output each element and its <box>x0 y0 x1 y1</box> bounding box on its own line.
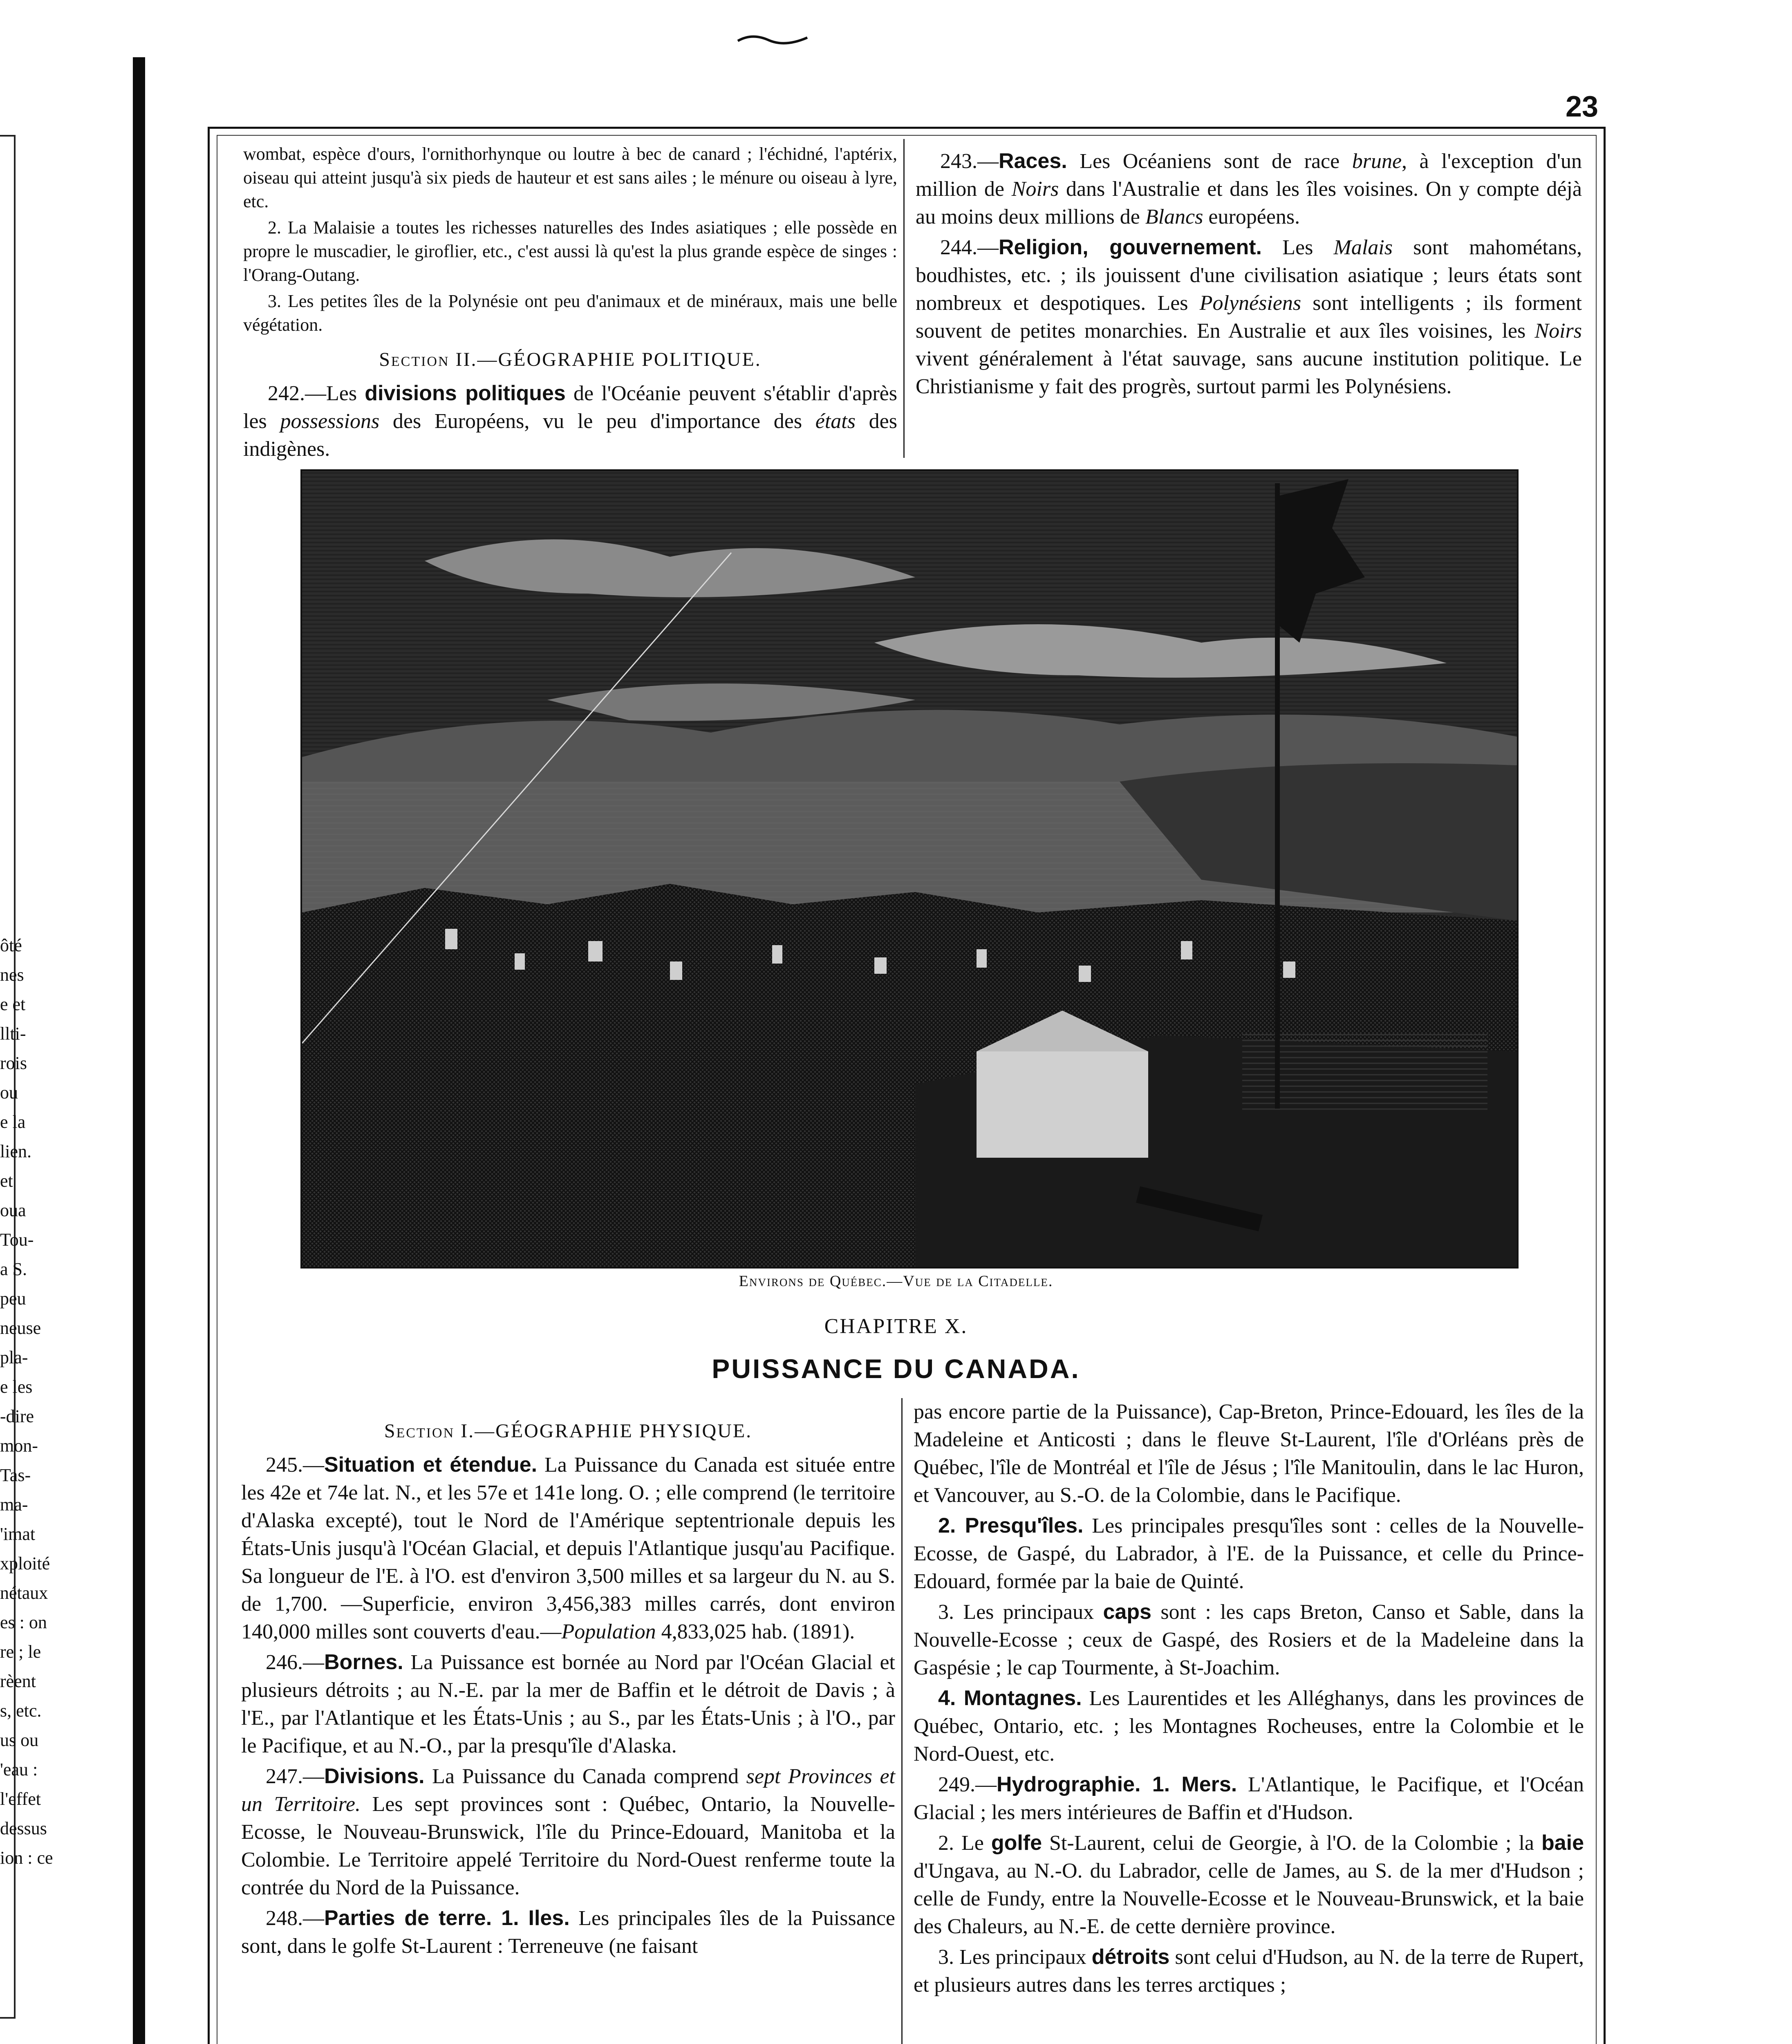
binding-shadow <box>133 57 145 2044</box>
left-page-fragment: xploité <box>0 1553 50 1573</box>
page-number: 23 <box>1566 90 1599 123</box>
left-page-fragment: lien. <box>0 1141 31 1161</box>
paragraph-straits: 3. Les principaux détroits sont celui d'Hudson, au N. de la terre de Rupert, et plusieurs autres dans les terres arctiques ; <box>914 1945 1584 1997</box>
paragraph-248: 248.—Parties de terre. 1. Iles. Les principales îles de la Puissance sont, dans le golfe St-Laurent : Terreneuve (ne faisant <box>241 1906 895 1958</box>
paragraph-249: 249.—Hydrographie. 1. Mers. L'Atlantique, le Pacifique, et l'Océan Glacial ; les mers intérieures de Baffin et d'Hudson. <box>914 1773 1584 1824</box>
paragraph-243: 243.—Races. Les Océaniens sont de race brune, à l'exception d'un million de Noirs dans l'Australie et dans les îles voisines. On y compte déjà au moins deux millions de Blancs européens. <box>916 149 1582 229</box>
paragraph-247: 247.—Divisions. La Puissance du Canada comprend sept Provinces et un Territoire. Les sept provinces sont : Québec, Ontario, la Nouvelle-Ecosse, le Nouveau-Brunswick, l'île du Prince-Edouard, Manitoba et la Colombie. Le Territoire appelé Territoire du Nord-Ouest renferme toute la contrée du Nord de la Puissance. <box>241 1764 895 1899</box>
left-page-text-fragments <box>0 932 123 1874</box>
left-page-fragment: nétaux <box>0 1583 48 1603</box>
illustration-caption: Environs de Québec.—Vue de la Citadelle. <box>739 1273 1053 1290</box>
left-page-fragment: e la <box>0 1112 26 1132</box>
paragraph-245: 245.—Situation et étendue. La Puissance du Canada est située entre les 42e et 74e lat. N., et les 57e et 141e long. O. ; elle comprend (le territoire d'Alaska excepté), tout le Nord de l'Amérique septentrionale depuis les États-Unis jusqu'à l'Océan Glacial, et depuis l'Atlantique jusqu'au Pacifique. Sa longueur de l'E. à l'O. est d'environ 3,500 milles et sa largeur du N. au S. de 1,700. —Superficie, environ 3,456,383 milles carrés, dont environ 140,000 milles sont couverts d'eau.—Population 4,833,025 hab. (1891). <box>241 1453 895 1643</box>
left-page-fragment: Tas- <box>0 1465 31 1485</box>
left-page-fragment: re ; le <box>0 1642 41 1662</box>
chapter-title: PUISSANCE DU CANADA. <box>712 1354 1080 1384</box>
left-page-fragment: et <box>0 1171 13 1191</box>
left-page-fragment: rois <box>0 1053 27 1073</box>
paragraph-244: 244.—Religion, gouvernement. Les Malais sont mahométans, boudhistes, etc. ; ils jouissent d'une civilisation asiatique ; leurs états sont nombreux et despotiques. Les Polynésiens sont intelligents ; ils forment souvent de petites monarchies. En Australie et aux îles voisines, les Noirs vivent généralement à l'état sauvage, sans aucune institution politique. Le Christianisme y fait des progrès, surtout parmi les Polynésiens. <box>916 235 1582 398</box>
engraving-quebec-citadel <box>300 469 1519 1269</box>
printer-mark <box>736 33 809 45</box>
paragraph-242: 242.—Les divisions politiques de l'Océanie peuvent s'établir d'après les possessions des Européens, vu le peu d'importance des états des indigènes. <box>243 381 897 461</box>
footnote-3: 3. Les petites îles de la Polynésie ont peu d'animaux et de minéraux, mais une belle végétation. <box>243 291 897 335</box>
left-page-fragment: e les <box>0 1377 33 1397</box>
left-page-fragment: es : on <box>0 1612 47 1632</box>
bottom-left-column <box>241 1408 895 1963</box>
bottom-column-divider <box>901 1398 903 2044</box>
left-page-fragment: e et <box>0 994 26 1014</box>
left-page-fragment: a S. <box>0 1259 27 1279</box>
paragraph-mountains: 4. Montagnes. Les Laurentides et les Alléghanys, dans les provinces de Québec, Ontario, etc. ; les Montagnes Rocheuses, entre la Colombie et le Nord-Ouest, etc. <box>914 1686 1584 1766</box>
paragraph-248-continued: pas encore partie de la Puissance), Cap-Breton, Prince-Edouard, les îles de la Madeleine et Anticosti ; dans le fleuve St-Laurent, l'île d'Orléans près de Québec, l'île de Montréal et l'île de Jésus ; l'île Manitoulin, dans le lac Huron, et Vancouver, au S.-O. de la Colombie, dans le Pacifique. <box>914 1400 1584 1507</box>
top-column-divider <box>903 139 905 458</box>
left-page-fragment: ou <box>0 1083 18 1103</box>
left-page-fragment: -dire <box>0 1406 34 1426</box>
left-page-fragment: peu <box>0 1289 26 1309</box>
left-page-fragment: us ou <box>0 1730 39 1750</box>
section-heading-physical: Section I.—GÉOGRAPHIE PHYSIQUE. <box>384 1420 753 1442</box>
paragraph-peninsulas: 2. Presqu'îles. Les principales presqu'îles sont : celles de la Nouvelle-Ecosse, de Gaspé, du Labrador, à l'E. de la Puissance, et celle du Prince-Edouard, formée par la baie de Quinté. <box>914 1514 1584 1593</box>
left-page-fragment: ôté <box>0 935 22 955</box>
left-page-fragment: 'eau : <box>0 1759 38 1780</box>
paragraph-capes: 3. Les principaux caps sont : les caps Breton, Canso et Sable, dans la Nouvelle-Ecosse ; ceux de Gaspé, des Rosiers et de la Madeleine dans la Gaspésie ; le cap Tourmente, à St-Joachim. <box>914 1600 1584 1679</box>
left-page-fragment: neuse <box>0 1318 41 1338</box>
section-heading-political: Section II.—GÉOGRAPHIE POLITIQUE. <box>379 349 762 370</box>
paragraph-246: 246.—Bornes. La Puissance est bornée au Nord par l'Océan Glacial et plusieurs détroits ; au N.-E. par la mer de Baffin et le détroit de Davis ; à l'E., par l'Atlantique et les États-Unis ; au S., par les États-Unis ; à l'O., par le Pacifique, et au N.-O., par la presqu'île d'Alaska. <box>241 1650 895 1757</box>
left-page-fragment: 'imat <box>0 1524 36 1544</box>
top-right-column <box>916 147 1582 403</box>
left-page-fragment: dessus <box>0 1818 47 1838</box>
left-page-fragment: pla- <box>0 1347 28 1367</box>
left-page-fragment: nes <box>0 965 24 985</box>
footnote-2: 2. La Malaisie a toutes les richesses naturelles des Indes asiatiques ; elle possède en propre le muscadier, le giroflier, etc., c'est aussi là qu'est la plus grande espèce de singes : l'Orang-Outang. <box>243 217 897 285</box>
engraving-illustration <box>302 471 1517 1267</box>
left-page-fragment: llti- <box>0 1024 26 1044</box>
left-page-fragment: ma- <box>0 1495 28 1515</box>
left-page-fragment: l'effet <box>0 1789 41 1809</box>
left-page-fragment: ion : ce <box>0 1848 53 1868</box>
paragraph-gulfs-bays: 2. Le golfe St-Laurent, celui de Georgie, à l'O. de la Colombie ; la baie d'Ungava, au N.-O. du Labrador, celle de James, au S. de la mer d'Hudson ; celle de Fundy, entre la Nouvelle-Ecosse et le Nouveau-Brunswick, et la baie des Chaleurs, au N.-E. de cette dernière province. <box>914 1831 1584 1938</box>
left-page-fragment: Tou- <box>0 1230 34 1250</box>
left-page-fragment: s, etc. <box>0 1701 42 1721</box>
left-page-fragment: mon- <box>0 1436 38 1456</box>
left-page-fragment: oua <box>0 1200 26 1220</box>
footnote-1: wombat, espèce d'ours, l'ornithorhynque ou loutre à bec de canard ; l'échidné, l'aptérix, oiseau qui atteint jusqu'à six pieds de hauteur et est sans ailes ; le ménure ou oiseau à lyre, etc. <box>243 144 897 211</box>
left-page-fragment: rèent <box>0 1671 36 1691</box>
top-left-column <box>243 142 897 466</box>
chapter-number: CHAPITRE X. <box>824 1315 968 1338</box>
bottom-right-column <box>914 1398 1584 2001</box>
